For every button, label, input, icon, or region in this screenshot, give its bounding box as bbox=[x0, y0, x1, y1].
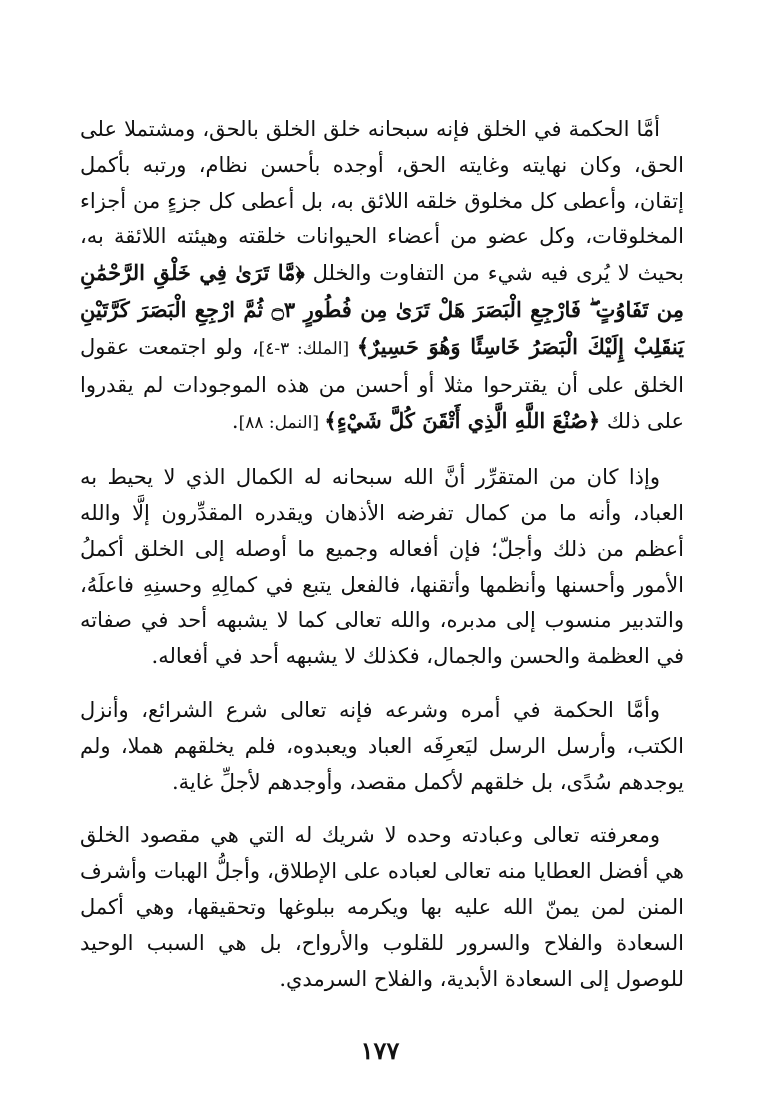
paragraph-1-text bbox=[80, 112, 684, 442]
verse-reference: [النمل: ٨٨] bbox=[238, 413, 325, 434]
quran-verse: ﴿مَّا تَرَىٰ فِي خَلْقِ الرَّحْمَٰنِ مِن تَفَاوُتٍ ۖ فَارْجِعِ الْبَصَرَ هَلْ تَرَىٰ مِن فُطُورٍ ۝٣ ثُمَّ ارْجِعِ الْبَصَرَ كَرَّتَيْنِ يَنقَلِبْ إِلَيْكَ الْبَصَرُ خَاسِئًا وَهُوَ حَسِيرٌ﴾ bbox=[80, 260, 684, 359]
paragraph-2 bbox=[80, 460, 684, 675]
page-number: ١٧٧ bbox=[360, 1036, 400, 1065]
verse-reference: [الملك: ٣-٤] bbox=[258, 338, 357, 359]
page-body bbox=[80, 112, 684, 1015]
text-segment: أمَّا الحكمة في الخلق فإنه سبحانه خلق الخلق بالحق، ومشتملا على الحق، وكان نهايته وغايته الحق، أوجده بأحسن نظام، ورتبه بأكمل إتقان، وأعطى كل مخلوق خلقه اللائق به، بل أعطى كل جزءٍ من أجزاء المخلوقات، وكل عضو من أعضاء الحيوانات خلقته وهيئته اللائقة به، بحيث لا يُرى فيه شيء من التفاوت والخلل bbox=[80, 117, 684, 286]
paragraph-1 bbox=[80, 112, 684, 442]
paragraph-2-text: وإذا كان من المتقرِّر أنَّ الله سبحانه له الكمال الذي لا يحيط به العباد، وأنه ما من كمال تفرضه الأذهان ويقدره المقدِّرون إلَّا والله أعظم من ذلك وأجلّ؛ فإن أفعاله وجميع ما أوصله إلى الخلق أكملُ الأمور وأحسنها وأنظمها وأتقنها، فالفعل يتبع في كمالِهِ وحسنِهِ فاعلَهُ، والتدبير منسوب إلى مدبره، والله تعالى كما لا يشبهه أحد في صفاته في العظمة والحسن والجمال، فكذلك لا يشبهه أحد في أفعاله. bbox=[80, 465, 684, 669]
paragraph-4-text: ومعرفته تعالى وعبادته وحده لا شريك له التي هي مقصود الخلق هي أفضل العطايا منه تعالى لعباده على الإطلاق، وأجلُّ الهبات وأشرف المنن لمن يمنّ الله عليه بها ويكرمه ببلوغها وتحقيقها، وهي أكمل السعادة والفلاح والسرور للقلوب والأرواح، بل هي السبب الوحيد للوصول إلى السعادة الأبدية، والفلاح السرمدي. bbox=[80, 823, 684, 991]
quran-verse: ﴿صُنْعَ اللَّهِ الَّذِي أَتْقَنَ كُلَّ شَيْءٍ﴾ bbox=[324, 408, 601, 434]
text-segment: ، ولو اجتمعت عقول الخلق على أن يقترحوا مثلا أو أحسن من هذه الموجودات لم يقدروا على ذلك bbox=[80, 334, 684, 434]
paragraph-3-text: وأمَّا الحكمة في أمره وشرعه فإنه تعالى شرع الشرائع، وأنزل الكتب، وأرسل الرسل ليَعرِفَه العباد ويعبدوه، فلم يخلقهم هملا، ولم يوجدهم سُدًى، بل خلقهم لأكمل مقصد، وأوجدهم لأجلِّ غاية. bbox=[80, 697, 684, 794]
text-segment: . bbox=[231, 409, 239, 434]
paragraph-4 bbox=[80, 818, 684, 997]
paragraph-3 bbox=[80, 693, 684, 800]
